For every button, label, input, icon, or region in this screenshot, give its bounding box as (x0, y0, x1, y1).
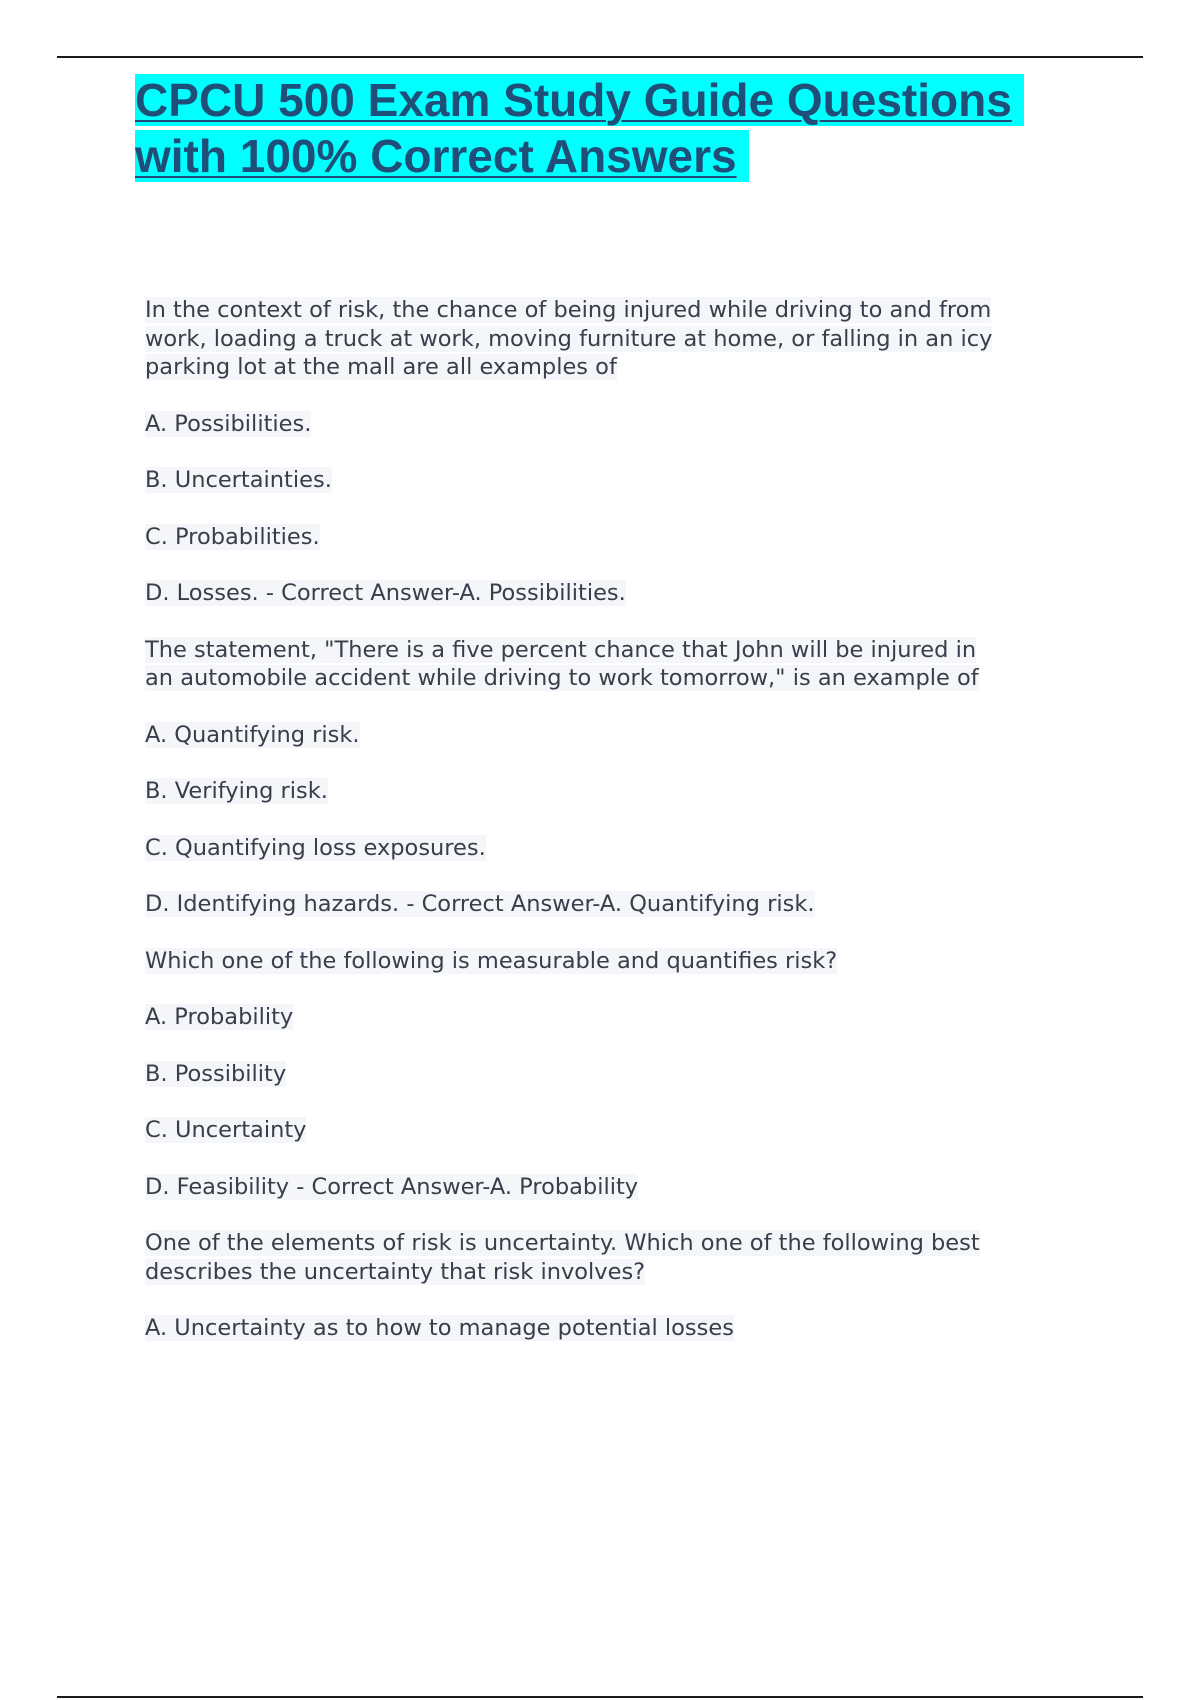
document-body (145, 296, 1085, 1371)
footer-rule (57, 1696, 1143, 1698)
q2-option-c: C. Quantifying loss exposures. (145, 834, 486, 861)
q1-option-b: B. Uncertainties. (145, 467, 332, 493)
question-1: In the context of risk, the chance of being injured while driving to and from work, loading a truck at work, moving furniture at home, or falling in an icy parking lot at the mall are all examples of (145, 297, 993, 380)
q1-option-a: A. Possibilities. (145, 410, 312, 437)
q4-option-a: A. Uncertainty as to how to manage potential losses (145, 1315, 734, 1341)
question-4: One of the elements of risk is uncertainty. Which one of the following best describes the uncertainty that risk involves? (145, 1230, 980, 1285)
q3-option-c: C. Uncertainty (145, 1117, 307, 1143)
title-line-1: CPCU 500 Exam Study Guide Questions (135, 72, 1095, 128)
q1-option-d-answer: D. Losses. - Correct Answer-A. Possibilities. (145, 580, 626, 606)
question-2: The statement, "There is a five percent chance that John will be injured in an automobile accident while driving to work tomorrow," is an example of (145, 636, 979, 691)
q2-option-d-answer: D. Identifying hazards. - Correct Answer-A. Quantifying risk. (145, 891, 815, 917)
q1-option-c: C. Probabilities. (145, 523, 320, 550)
q2-option-b: B. Verifying risk. (145, 778, 328, 804)
q3-option-b: B. Possibility (145, 1060, 287, 1087)
title-line-2: with 100% Correct Answers (135, 128, 1095, 184)
q2-option-a: A. Quantifying risk. (145, 721, 360, 748)
q3-option-a: A. Probability (145, 1004, 294, 1030)
header-rule (57, 56, 1143, 58)
question-3: Which one of the following is measurable and quantifies risk? (145, 947, 838, 974)
page-title (135, 72, 1095, 184)
q3-option-d-answer: D. Feasibility - Correct Answer-A. Probability (145, 1173, 639, 1200)
